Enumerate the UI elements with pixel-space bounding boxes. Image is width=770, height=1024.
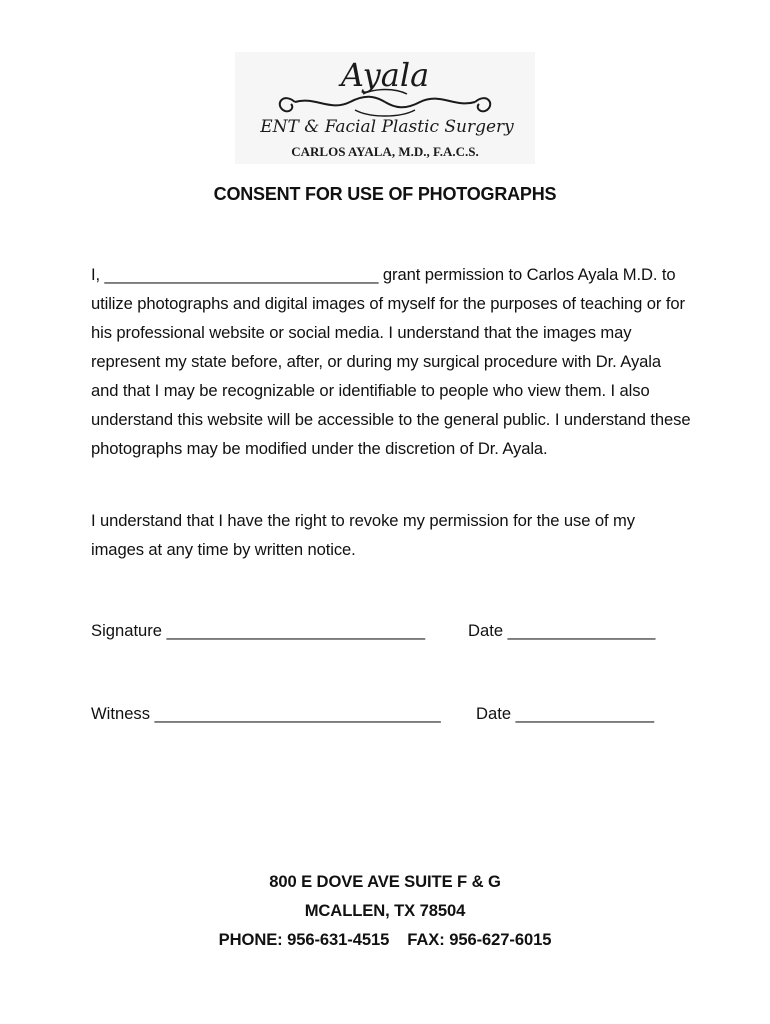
logo-subtitle: ENT & Facial Plastic Surgery	[260, 117, 514, 137]
footer-address: 800 E DOVE AVE SUITE F & G	[269, 872, 501, 891]
document-title: CONSENT FOR USE OF PHOTOGRAPHS	[213, 184, 557, 204]
logo-doctor: CARLOS AYALA, M.D., F.A.C.S.	[291, 144, 479, 159]
practice-logo	[235, 52, 535, 164]
witness-line[interactable]: Witness _______________________________	[91, 704, 441, 723]
signature-line[interactable]: Signature ____________________________	[91, 621, 426, 640]
consent-paragraph: I, ______________________________ grant permission to Carlos Ayala M.D. to utilize photographs and digital images of myself for the purposes of teaching or for his professional website or social media. I understand that the images may represent my state before, after, or during my surgical procedure with Dr. Ayala and that I may be recognizable or identifiable to people who view them. I also understand this website will be accessible to the general public. I understand these photographs may be modified under the discretion of Dr. Ayala.	[91, 265, 691, 458]
signature-date-line[interactable]: Date ________________	[468, 621, 656, 640]
logo-brand: Ayala	[340, 56, 430, 94]
revoke-paragraph: I understand that I have the right to revoke my permission for the use of my images at any time by written notice.	[91, 511, 635, 559]
witness-date-line[interactable]: Date _______________	[476, 704, 655, 723]
footer-city: MCALLEN, TX 78504	[304, 901, 466, 920]
footer-contact: PHONE: 956-631-4515 FAX: 956-627-6015	[218, 930, 552, 949]
logo-artwork	[235, 52, 535, 164]
